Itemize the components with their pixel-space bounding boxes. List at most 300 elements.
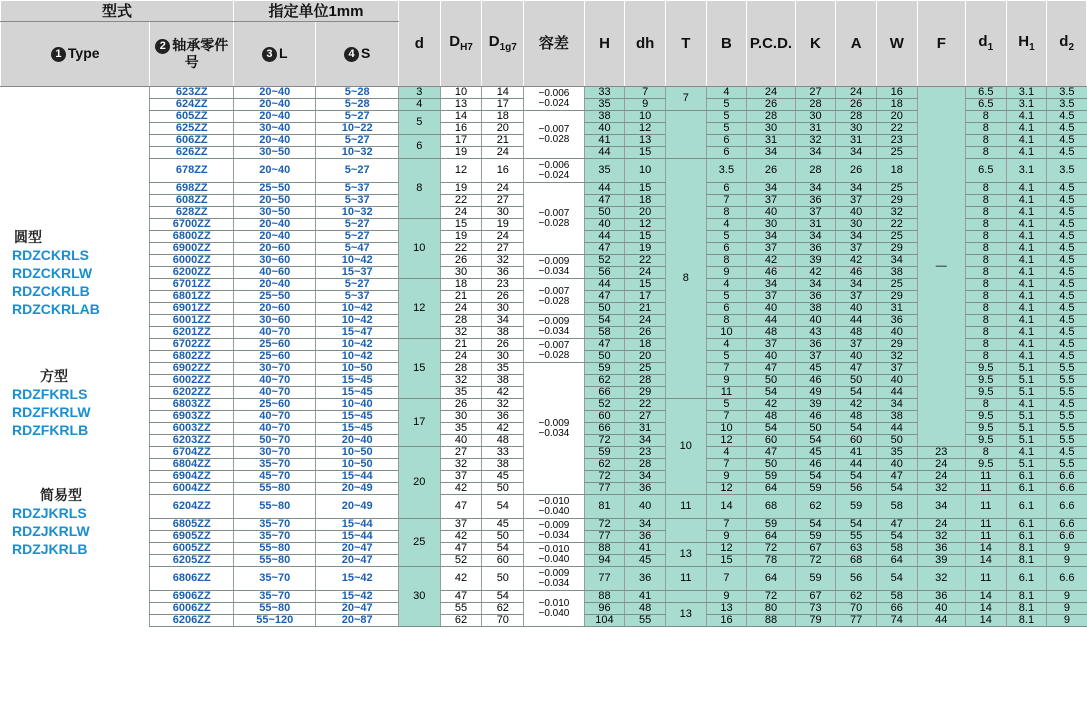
tolerance-values	[538, 521, 569, 541]
t-cell	[665, 519, 706, 543]
w-cell: 25	[876, 183, 917, 195]
d1g7-cell: 24	[482, 147, 524, 159]
b-cell: 10	[706, 327, 747, 339]
d2-cell: 4.5	[1047, 399, 1087, 411]
h-cell: 47	[584, 339, 625, 351]
w-cell: 32	[876, 351, 917, 363]
s-range-cell: 20~49	[316, 483, 398, 495]
s-range-cell: 10~32	[316, 207, 398, 219]
pcd-cell: 59	[747, 471, 795, 483]
h-cell: 54	[584, 315, 625, 327]
w-cell: 37	[876, 363, 917, 375]
d-cell: 25	[398, 519, 440, 567]
dh7-cell: 27	[440, 447, 482, 459]
l-range-cell: 20~50	[234, 195, 316, 207]
dh-cell: 23	[625, 447, 666, 459]
dh-cell: 36	[625, 483, 666, 495]
d2-cell: 6.6	[1047, 531, 1087, 543]
h1-cell: 3.1	[1006, 99, 1047, 111]
dh-cell: 17	[625, 291, 666, 303]
d1g7-cell: 54	[482, 591, 524, 603]
tolerance-lower: −0.034	[538, 529, 570, 541]
d1-cell: 8	[965, 219, 1006, 231]
bearing-part-cell: 6902ZZ	[150, 363, 234, 375]
a-cell: 62	[836, 591, 877, 603]
d1g7-cell: 33	[482, 447, 524, 459]
w-cell: 34	[876, 399, 917, 411]
tolerance-lower: −0.028	[538, 349, 570, 361]
h-cell: 40	[584, 219, 625, 231]
pcd-cell: 37	[747, 195, 795, 207]
l-range-cell: 25~50	[234, 183, 316, 195]
dh-cell: 41	[625, 591, 666, 603]
bearing-part-cell: 6702ZZ	[150, 339, 234, 351]
d1g7-cell: 14	[482, 87, 524, 99]
t-cell: 13	[665, 603, 706, 627]
tolerance-cell	[524, 543, 584, 567]
h1-cell: 6.1	[1006, 531, 1047, 543]
bearing-part-cell: 6000ZZ	[150, 255, 234, 267]
d1g7-cell: 30	[482, 207, 524, 219]
w-cell: 25	[876, 147, 917, 159]
s-range-cell: 10~50	[316, 363, 398, 375]
dh-cell: 28	[625, 375, 666, 387]
l-range-cell: 40~70	[234, 327, 316, 339]
dh-cell: 40	[625, 495, 666, 519]
pcd-cell: 37	[747, 243, 795, 255]
dh7-cell: 19	[440, 147, 482, 159]
h1-cell: 4.1	[1006, 111, 1047, 123]
h-cell: 35	[584, 99, 625, 111]
h1-cell: 3.1	[1006, 159, 1047, 183]
h1-cell: 5.1	[1006, 435, 1047, 447]
a-cell: 37	[836, 195, 877, 207]
d1-cell: 11	[965, 483, 1006, 495]
d1g7-cell: 27	[482, 195, 524, 207]
h1-cell: 4.1	[1006, 183, 1047, 195]
w-cell: 40	[876, 459, 917, 471]
l-range-cell: 55~80	[234, 543, 316, 555]
series-round-title: 圆型	[14, 229, 42, 245]
w-cell: 50	[876, 435, 917, 447]
dh7-cell: 26	[440, 399, 482, 411]
pcd-cell: 37	[747, 291, 795, 303]
w-cell: 36	[876, 315, 917, 327]
l-range-cell: 30~70	[234, 363, 316, 375]
d1-cell: 8	[965, 147, 1006, 159]
d1-cell: 11	[965, 471, 1006, 483]
h-cell: 62	[584, 375, 625, 387]
d1-cell: 11	[965, 567, 1006, 591]
d1-cell: 14	[965, 591, 1006, 603]
k-cell: 37	[795, 351, 836, 363]
l-range-cell: 20~60	[234, 303, 316, 315]
series-code: RDZCKRLB	[12, 283, 90, 299]
d1g7-cell: 16	[482, 159, 524, 183]
d2-cell: 5.5	[1047, 411, 1087, 423]
dh7-cell: 22	[440, 195, 482, 207]
l-range-cell: 30~70	[234, 447, 316, 459]
b-cell: 7	[706, 363, 747, 375]
a-cell: 47	[836, 363, 877, 375]
dh7-cell: 52	[440, 555, 482, 567]
d1-cell: 8	[965, 315, 1006, 327]
l-range-cell: 25~50	[234, 291, 316, 303]
f-cell: 24	[917, 471, 965, 483]
d1g7-cell: 26	[482, 291, 524, 303]
dh7-cell: 40	[440, 435, 482, 447]
k-cell: 27	[795, 87, 836, 99]
dh7-cell: 21	[440, 339, 482, 351]
k-cell: 59	[795, 483, 836, 495]
bearing-part-cell: 6004ZZ	[150, 483, 234, 495]
s-range-cell: 5~27	[316, 159, 398, 183]
l-range-cell: 55~80	[234, 483, 316, 495]
bearing-part-cell: 6803ZZ	[150, 399, 234, 411]
a-cell: 42	[836, 399, 877, 411]
s-range-cell: 20~40	[316, 435, 398, 447]
w-cell: 58	[876, 543, 917, 555]
pcd-cell: 42	[747, 399, 795, 411]
b-cell: 6	[706, 135, 747, 147]
d-cell: 8	[398, 159, 440, 219]
s-range-cell: 15~37	[316, 267, 398, 279]
dh-cell: 24	[625, 315, 666, 327]
d1-cell: 14	[965, 603, 1006, 615]
a-cell: 31	[836, 135, 877, 147]
a-cell: 59	[836, 495, 877, 519]
dh7-cell: 47	[440, 543, 482, 555]
h1-cell: 4.1	[1006, 339, 1047, 351]
d1-cell: 9.5	[965, 387, 1006, 399]
d1g7-cell: 32	[482, 255, 524, 267]
dh-cell: 55	[625, 615, 666, 627]
k-cell: 40	[795, 315, 836, 327]
h1-cell: 4.1	[1006, 291, 1047, 303]
bearing-part-cell: 6900ZZ	[150, 243, 234, 255]
d2-cell: 4.5	[1047, 447, 1087, 459]
d1g7-cell: 30	[482, 351, 524, 363]
tolerance-values	[538, 545, 569, 565]
pcd-cell: 50	[747, 375, 795, 387]
d1g7-cell: 19	[482, 219, 524, 231]
d-cell: 5	[398, 111, 440, 135]
table-row	[1, 543, 1087, 555]
d-cell: 10	[398, 219, 440, 279]
dh7-cell: 47	[440, 591, 482, 603]
h1-cell: 5.1	[1006, 411, 1047, 423]
k-cell: 31	[795, 123, 836, 135]
h-cell: 72	[584, 519, 625, 531]
pcd-cell: 34	[747, 183, 795, 195]
tolerance-lower: −0.028	[538, 217, 570, 229]
d1-cell: 9.5	[965, 363, 1006, 375]
dh-cell: 20	[625, 207, 666, 219]
tolerance-upper: −0.010	[538, 543, 570, 555]
dh-cell: 26	[625, 327, 666, 339]
tolerance-cell	[524, 339, 584, 363]
l-range-cell: 25~60	[234, 399, 316, 411]
k-cell: 36	[795, 195, 836, 207]
w-cell: 64	[876, 555, 917, 567]
s-range-cell: 15~45	[316, 375, 398, 387]
bearing-part-cell: 6906ZZ	[150, 591, 234, 603]
bearing-part-cell: 678ZZ	[150, 159, 234, 183]
dh7-cell: 21	[440, 291, 482, 303]
s-range-cell: 5~28	[316, 99, 398, 111]
l-range-cell: 35~70	[234, 459, 316, 471]
dh7-cell: 19	[440, 231, 482, 243]
tolerance-cell	[524, 315, 584, 339]
dh7-cell: 14	[440, 111, 482, 123]
pcd-cell: 54	[747, 423, 795, 435]
s-range-cell: 15~45	[316, 423, 398, 435]
d1g7-cell: 45	[482, 471, 524, 483]
d1g7-cell: 70	[482, 615, 524, 627]
pcd-cell: 64	[747, 483, 795, 495]
d1-cell: 8	[965, 195, 1006, 207]
k-cell: 72	[795, 555, 836, 567]
dh7-cell: 37	[440, 519, 482, 531]
col-d1g7-header: $D_{1g7}$	[482, 1, 524, 87]
dh-cell: 15	[625, 147, 666, 159]
d1-cell: 14	[965, 555, 1006, 567]
h1-cell: 6.1	[1006, 495, 1047, 519]
k-cell: 39	[795, 399, 836, 411]
s-label: S	[361, 45, 371, 61]
l-label: L	[278, 45, 288, 61]
pcd-cell: 80	[747, 603, 795, 615]
tolerance-upper: −0.009	[538, 567, 570, 579]
s-range-cell: 10~32	[316, 147, 398, 159]
d2-cell: 4.5	[1047, 123, 1087, 135]
d1-cell: 8	[965, 267, 1006, 279]
l-range-cell: 30~40	[234, 123, 316, 135]
h-cell: 72	[584, 435, 625, 447]
dh7-cell: 26	[440, 255, 482, 267]
w-cell: 18	[876, 99, 917, 111]
s-range-cell: 5~27	[316, 135, 398, 147]
d1-cell: 11	[965, 495, 1006, 519]
d2-cell: 4.5	[1047, 219, 1087, 231]
tolerance-cell	[524, 159, 584, 183]
bearing-part-cell: 6202ZZ	[150, 387, 234, 399]
d2-cell: 4.5	[1047, 195, 1087, 207]
d1-cell: 6.5	[965, 159, 1006, 183]
pcd-cell: 59	[747, 519, 795, 531]
f-cell: 32	[917, 483, 965, 495]
s-range-cell: 5~37	[316, 183, 398, 195]
dh7-cell: 35	[440, 423, 482, 435]
d1-cell: 11	[965, 519, 1006, 531]
t-cell	[665, 591, 706, 603]
dh-cell: 45	[625, 555, 666, 567]
pcd-cell: 47	[747, 447, 795, 459]
d2-cell: 4.5	[1047, 255, 1087, 267]
s-range-cell: 15~44	[316, 471, 398, 483]
circled-number-2: 2	[155, 39, 170, 54]
col-h1-header: $H_1$	[1006, 1, 1047, 87]
l-range-cell: 30~50	[234, 207, 316, 219]
w-cell: 66	[876, 603, 917, 615]
dh7-cell: 22	[440, 243, 482, 255]
d1g7-cell: 35	[482, 363, 524, 375]
d1-cell: 8	[965, 279, 1006, 291]
b-cell: 5	[706, 399, 747, 411]
dh-cell: 48	[625, 603, 666, 615]
s-range-cell: 5~37	[316, 291, 398, 303]
f-cell: 36	[917, 591, 965, 603]
l-range-cell: 30~50	[234, 147, 316, 159]
tolerance-lower: −0.028	[538, 295, 570, 307]
pcd-cell: 47	[747, 363, 795, 375]
a-cell: 77	[836, 615, 877, 627]
d2-cell: 5.5	[1047, 387, 1087, 399]
pcd-cell: 48	[747, 411, 795, 423]
bearing-part-cell: 6001ZZ	[150, 315, 234, 327]
w-cell: 40	[876, 375, 917, 387]
d1g7-cell: 24	[482, 231, 524, 243]
h1-cell: 4.1	[1006, 327, 1047, 339]
k-cell: 46	[795, 411, 836, 423]
tolerance-cell	[524, 183, 584, 255]
d2-cell: 9	[1047, 615, 1087, 627]
bearing-part-cell: 6005ZZ	[150, 543, 234, 555]
h1-cell: 4.1	[1006, 243, 1047, 255]
tolerance-values	[538, 341, 569, 361]
w-cell: 74	[876, 615, 917, 627]
bearing-part-cell: 606ZZ	[150, 135, 234, 147]
f-cell: 32	[917, 567, 965, 591]
k-cell: 28	[795, 99, 836, 111]
pcd-cell: 54	[747, 387, 795, 399]
d1g7-cell: 23	[482, 279, 524, 291]
h1-cell: 5.1	[1006, 375, 1047, 387]
h-cell: 44	[584, 147, 625, 159]
a-cell: 46	[836, 267, 877, 279]
w-cell: 22	[876, 123, 917, 135]
w-cell: 18	[876, 159, 917, 183]
pcd-cell: 30	[747, 219, 795, 231]
k-cell: 45	[795, 447, 836, 459]
d1-cell: 14	[965, 543, 1006, 555]
s-range-cell: 15~47	[316, 327, 398, 339]
tolerance-upper: −0.010	[538, 597, 570, 609]
l-range-cell: 35~70	[234, 531, 316, 543]
h1-cell: 6.1	[1006, 567, 1047, 591]
tolerance-lower: −0.034	[538, 265, 570, 277]
h1-cell: 8.1	[1006, 591, 1047, 603]
a-cell: 63	[836, 543, 877, 555]
l-range-cell: 20~60	[234, 243, 316, 255]
f-cell: —	[917, 87, 965, 447]
b-cell: 5	[706, 231, 747, 243]
l-range-cell: 30~60	[234, 255, 316, 267]
d1g7-cell: 50	[482, 483, 524, 495]
d1-cell: 9.5	[965, 435, 1006, 447]
tolerance-upper: −0.010	[538, 495, 570, 507]
d1-cell: 8	[965, 447, 1006, 459]
t-cell: 11	[665, 567, 706, 591]
dh-cell: 10	[625, 159, 666, 183]
d2-cell: 4.5	[1047, 279, 1087, 291]
pcd-cell: 31	[747, 135, 795, 147]
d2-cell: 9	[1047, 543, 1087, 555]
h1-cell: 8.1	[1006, 543, 1047, 555]
bearing-part-header	[150, 22, 234, 87]
a-cell: 54	[836, 519, 877, 531]
bearing-part-cell: 6700ZZ	[150, 219, 234, 231]
d1g7-cell: 24	[482, 183, 524, 195]
d1g7-cell: 45	[482, 519, 524, 531]
dh7-cell: 28	[440, 363, 482, 375]
l-range-cell: 20~40	[234, 99, 316, 111]
d1g7-cell: 18	[482, 111, 524, 123]
col-t-header: T	[665, 1, 706, 87]
h1-cell: 4.1	[1006, 135, 1047, 147]
h-cell: 66	[584, 423, 625, 435]
h-cell: 50	[584, 207, 625, 219]
l-range-cell: 50~70	[234, 435, 316, 447]
w-cell: 54	[876, 483, 917, 495]
h-cell: 81	[584, 495, 625, 519]
series-code: RDZFKRLS	[12, 386, 88, 402]
d2-cell: 5.5	[1047, 435, 1087, 447]
a-cell: 54	[836, 423, 877, 435]
l-range-cell: 35~70	[234, 567, 316, 591]
b-cell: 8	[706, 207, 747, 219]
b-cell: 3.5	[706, 159, 747, 183]
series-simple	[12, 486, 90, 558]
tolerance-cell	[524, 567, 584, 591]
pcd-cell: 34	[747, 279, 795, 291]
d1g7-cell: 48	[482, 435, 524, 447]
col-b-header: B	[706, 1, 747, 87]
h-cell: 62	[584, 459, 625, 471]
d1g7-cell: 38	[482, 459, 524, 471]
w-cell: 20	[876, 111, 917, 123]
w-cell: 47	[876, 471, 917, 483]
h-cell: 59	[584, 447, 625, 459]
k-cell: 36	[795, 291, 836, 303]
bearing-part-cell: 623ZZ	[150, 87, 234, 99]
w-cell: 25	[876, 231, 917, 243]
a-cell: 56	[836, 567, 877, 591]
pcd-cell: 50	[747, 459, 795, 471]
d2-cell: 3.5	[1047, 87, 1087, 99]
d2-cell: 5.5	[1047, 459, 1087, 471]
k-cell: 67	[795, 543, 836, 555]
tolerance-cell	[524, 591, 584, 627]
k-cell: 73	[795, 603, 836, 615]
pcd-cell: 30	[747, 123, 795, 135]
tolerance-values	[538, 161, 569, 181]
dh-cell: 19	[625, 243, 666, 255]
a-cell: 34	[836, 279, 877, 291]
d2-cell: 6.6	[1047, 519, 1087, 531]
tolerance-cell	[524, 363, 584, 495]
d1-cell: 14	[965, 615, 1006, 627]
dh7-cell: 15	[440, 219, 482, 231]
f-cell: 32	[917, 531, 965, 543]
bearing-part-cell: 6805ZZ	[150, 519, 234, 531]
d1g7-cell: 38	[482, 327, 524, 339]
h1-cell: 4.1	[1006, 207, 1047, 219]
dh7-cell: 55	[440, 603, 482, 615]
w-cell: 58	[876, 591, 917, 603]
tolerance-lower: −0.034	[538, 427, 570, 439]
l-header	[234, 22, 316, 87]
